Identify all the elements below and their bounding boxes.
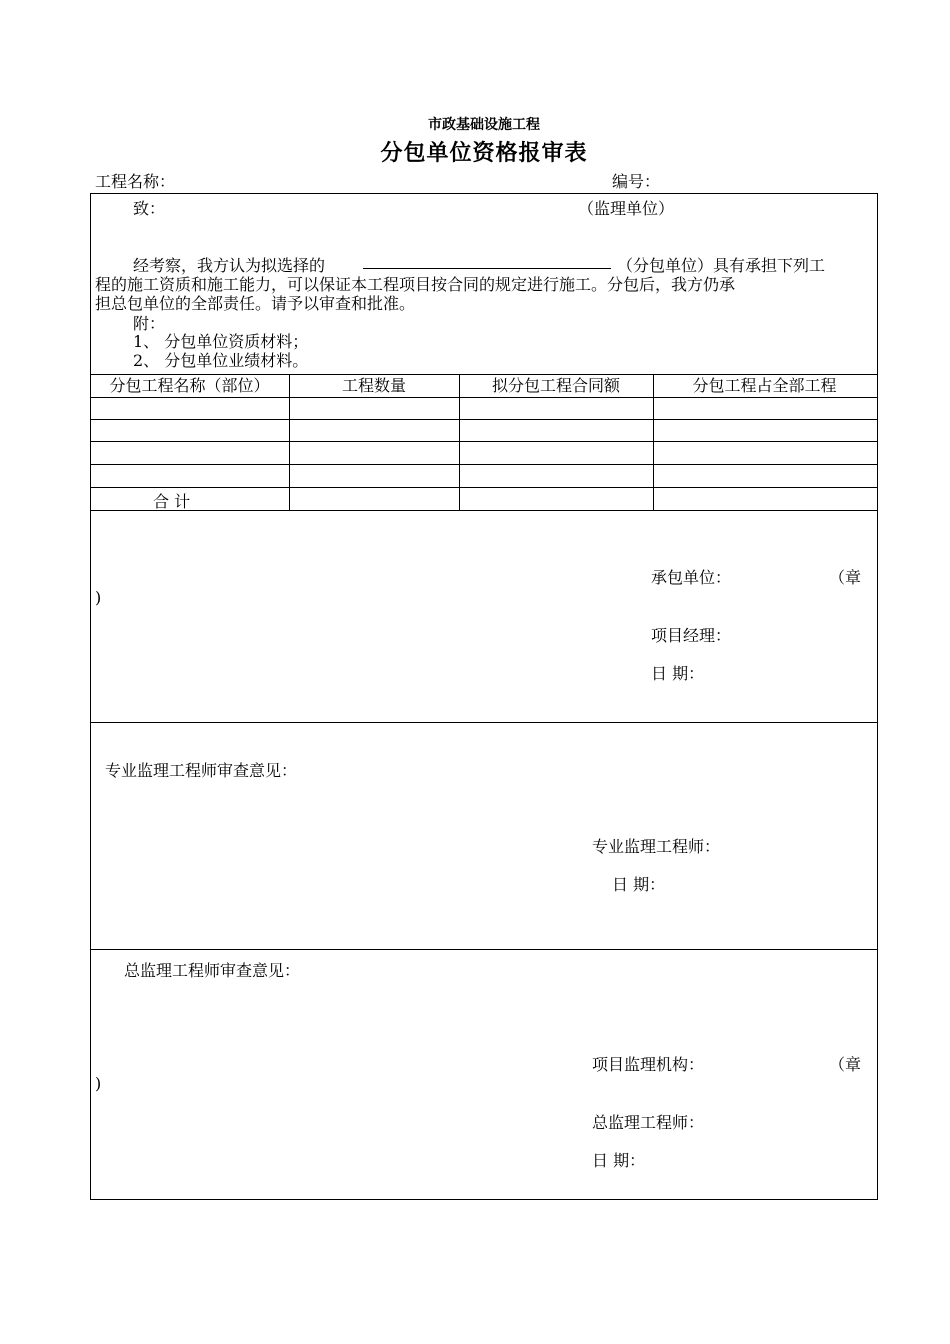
chief-date-label: 日 期： [592,1151,646,1170]
paragraph-line-1b: （分包单位）具有承担下列工 [617,256,826,275]
chief-seal-open-label: （章 [829,1055,862,1074]
supervisor-unit-label: （监理单位） [578,199,675,218]
attachment-label: 附： [133,314,166,333]
table-row-border [90,487,877,488]
form-title: 分包单位资格报审表 [380,141,588,166]
chief-seal-close-label: ) [95,1074,102,1093]
contractor-label: 承包单位： [651,568,732,587]
seal-close-label: ) [95,588,102,607]
paragraph-line-2: 程的施工资质和施工能力，可以保证本工程项目按合同的规定进行施工。分包后，我方仍承 [95,275,736,294]
contractor-date-label: 日 期： [651,664,705,683]
attachment-item-1: 1、 分包单位资质材料； [133,332,309,351]
table-header-contract-amount: 拟分包工程合同额 [491,376,620,395]
project-manager-label: 项目经理： [651,626,732,645]
specialist-engineer-label: 专业监理工程师： [592,837,721,856]
table-bottom-border [90,510,877,511]
table-header-percentage: 分包工程占全部工程 [692,376,837,395]
section-divider [90,722,877,723]
supervision-org-label: 项目监理机构： [592,1055,705,1074]
form-subtitle: 市政基础设施工程 [428,117,540,133]
table-header-subcontract-name: 分包工程名称（部位） [109,376,270,395]
table-row-border [90,419,877,420]
table-row-border [90,397,877,398]
table-row-border [90,441,877,442]
section-divider [90,949,877,950]
specialist-opinion-label: 专业监理工程师审查意见： [105,761,298,780]
attachment-item-2: 2、 分包单位业绩材料。 [133,351,309,370]
project-name-label: 工程名称： [95,172,176,191]
subcontractor-blank-line[interactable] [363,268,611,269]
table-total-label: 合 计 [153,492,191,511]
table-row-border [90,464,877,465]
to-label: 致： [133,199,166,218]
paragraph-line-3: 担总包单位的全部责任。请予以审查和批准。 [95,294,416,313]
table-top-border [90,374,877,375]
number-label: 编号： [612,172,661,191]
table-header-quantity: 工程数量 [341,376,406,395]
chief-opinion-label: 总监理工程师审查意见： [124,961,301,980]
seal-open-label: （章 [829,568,862,587]
paragraph-line-1a: 经考察，我方认为拟选择的 [133,256,326,275]
chief-engineer-label: 总监理工程师： [592,1113,705,1132]
specialist-date-label: 日 期： [612,875,666,894]
